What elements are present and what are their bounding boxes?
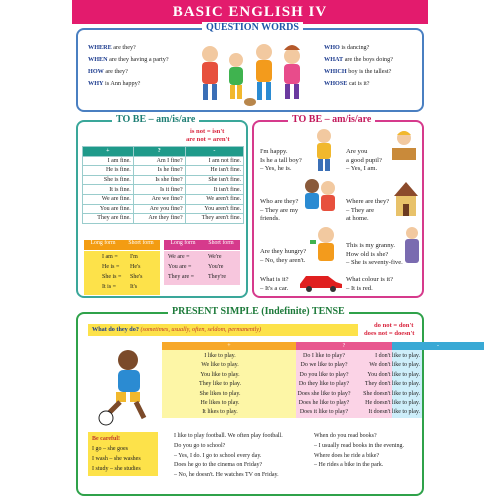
dont-note: do not = don't bbox=[374, 322, 414, 329]
qw-left-4: WHY is Ann happy? bbox=[88, 80, 141, 87]
ps-col-plus: + bbox=[162, 342, 296, 350]
table-row bbox=[83, 166, 244, 176]
form-short: It's bbox=[130, 284, 138, 290]
form-short: She's bbox=[130, 274, 143, 280]
form-short: I'm bbox=[130, 254, 138, 260]
cell: She isn't fine. bbox=[185, 175, 243, 185]
poster bbox=[72, 0, 439, 500]
qw-right-3: WHICH boy is the tallest? bbox=[324, 68, 392, 75]
table-row bbox=[83, 185, 244, 195]
red-car-picture bbox=[298, 272, 344, 292]
form-long: We are = bbox=[168, 254, 190, 260]
cell: I am not fine. bbox=[185, 156, 243, 166]
form-short: You're bbox=[208, 264, 224, 270]
ps-minus-list: I don't like to play. We don't like to play. You don't like to play. They don't like to play. She doesn't like to play. He doesn't like to play. It doesn't like to play. bbox=[363, 353, 420, 416]
col-minus: - bbox=[185, 147, 243, 157]
example-8: What colour is it? – It is red. bbox=[346, 276, 394, 292]
pupil-picture bbox=[388, 130, 420, 164]
cell: It isn't fine. bbox=[185, 185, 243, 195]
example-2: Are you a good pupil? – Yes, I am. bbox=[346, 148, 382, 172]
ps-col-question: ? bbox=[296, 342, 392, 350]
question-words-heading: QUESTION WORDS bbox=[202, 22, 303, 33]
house-picture bbox=[392, 180, 420, 218]
table-row bbox=[83, 194, 244, 204]
form-short: They're bbox=[208, 274, 227, 280]
qw-left-3: HOW are they? bbox=[88, 68, 128, 75]
cell: Are they fine? bbox=[133, 214, 185, 224]
example-6: This is my granny. How old is she? – She is seventy-five. bbox=[346, 242, 403, 266]
form-short: He's bbox=[130, 264, 141, 270]
qw-right-2: WHAT are the boys doing? bbox=[324, 56, 393, 63]
ps-question-list: Do I like to play? Do we like to play? Do you like to play? Do they like to play? Does she like to play? Does he like to play? Does it like to play? bbox=[297, 353, 351, 416]
cell: Is it fine? bbox=[133, 185, 185, 195]
hungry-kids-picture bbox=[310, 226, 342, 266]
cell: You aren't fine. bbox=[185, 204, 243, 214]
qw-left-1: WHERE are they? bbox=[88, 44, 136, 51]
cell: Am I fine? bbox=[133, 156, 185, 166]
ps-plus-list: I like to play. We like to play. You like to play. They like to play. She likes to play. He likes to play. It likes to play. bbox=[199, 353, 241, 416]
qw-left-2: WHEN are they having a party? bbox=[88, 56, 169, 63]
cell: Is she fine? bbox=[133, 175, 185, 185]
table-row bbox=[83, 204, 244, 214]
form-short: We're bbox=[208, 254, 222, 260]
cell: We are fine. bbox=[83, 194, 134, 204]
ps-examples-middle: I like to play football. We often play football. Do you go to school? – Yes, I do. I go to school every day. Does he go to the cinema on Friday? – No, he doesn't. He watches TV on Friday. bbox=[174, 433, 283, 479]
present-simple-heading: PRESENT SIMPLE (Indefinite) TENSE bbox=[168, 306, 349, 317]
arent-note: are not = aren't bbox=[186, 136, 230, 143]
to-be-examples-panel bbox=[252, 114, 424, 298]
to-be-heading: TO BE – am/is/are bbox=[112, 114, 199, 125]
ps-examples-right: When do you read books? – I usually read books in the evening. Where does he ride a bike? – He rides a bike in the park. bbox=[314, 433, 404, 469]
example-5: Are they hungry? – No, they aren't. bbox=[260, 248, 307, 264]
cell: They are fine. bbox=[83, 214, 134, 224]
isnt-note: is not = isn't bbox=[190, 128, 225, 135]
cell: He isn't fine. bbox=[185, 166, 243, 176]
table-row bbox=[83, 156, 244, 166]
col-plus: + bbox=[83, 147, 134, 157]
short-forms-pink bbox=[164, 251, 240, 285]
football-boy-picture bbox=[92, 348, 160, 428]
cell: She is fine. bbox=[83, 175, 134, 185]
children-illustration bbox=[190, 40, 316, 108]
qw-right-1: WHO is dancing? bbox=[324, 44, 370, 51]
cell: They aren't fine. bbox=[185, 214, 243, 224]
to-be-grid bbox=[82, 146, 244, 224]
be-careful-box: Be careful! I go – she goes I wash – she washes I study – she studies bbox=[88, 432, 158, 476]
form-long: They are = bbox=[168, 274, 195, 280]
ps-col-minus: - bbox=[392, 342, 484, 350]
cell: It is fine. bbox=[83, 185, 134, 195]
to-be-examples-heading: TO BE – am/is/are bbox=[288, 114, 375, 125]
cell: We aren't fine. bbox=[185, 194, 243, 204]
cell: You are fine. bbox=[83, 204, 134, 214]
short-forms-yellow bbox=[84, 251, 160, 295]
to-be-table-panel bbox=[76, 114, 248, 298]
short-form-header-2: Short form bbox=[202, 240, 240, 250]
doesnt-note: does not = doesn't bbox=[364, 330, 415, 337]
granny-picture bbox=[402, 226, 422, 266]
table-row bbox=[83, 175, 244, 185]
cell: Are you fine? bbox=[133, 204, 185, 214]
cell: He is fine. bbox=[83, 166, 134, 176]
form-long: I am = bbox=[102, 254, 118, 260]
qw-right-4: WHOSE cat is it? bbox=[324, 80, 370, 87]
cell: Are we fine? bbox=[133, 194, 185, 204]
question-words-panel bbox=[76, 22, 424, 112]
page-title: BASIC ENGLISH IV bbox=[72, 0, 428, 24]
example-1: I'm happy. Is he a tall boy? – Yes, he is. bbox=[260, 148, 302, 172]
form-long: You are = bbox=[168, 264, 192, 270]
form-long: It is = bbox=[102, 284, 117, 290]
form-long: She is = bbox=[102, 274, 122, 280]
friends-picture bbox=[300, 176, 340, 216]
what-do-they-do-bar: What do they do? (sometimes, usually, often, seldom, permanently) bbox=[88, 324, 358, 336]
long-form-header-2: Long form bbox=[164, 240, 202, 250]
example-4: Where are they? – They are at home. bbox=[346, 198, 390, 222]
example-3: Who are they? – They are my friends. bbox=[260, 198, 299, 222]
long-form-header-1: Long form bbox=[84, 240, 122, 250]
present-simple-panel bbox=[76, 306, 439, 496]
boy-picture bbox=[310, 128, 338, 172]
cell: I am fine. bbox=[83, 156, 134, 166]
table-row bbox=[83, 214, 244, 224]
col-question: ? bbox=[133, 147, 185, 157]
cell: Is he fine? bbox=[133, 166, 185, 176]
short-form-header-1: Short form bbox=[122, 240, 160, 250]
example-7: What is it? – It's a car. bbox=[260, 276, 289, 292]
form-long: He is = bbox=[102, 264, 120, 270]
